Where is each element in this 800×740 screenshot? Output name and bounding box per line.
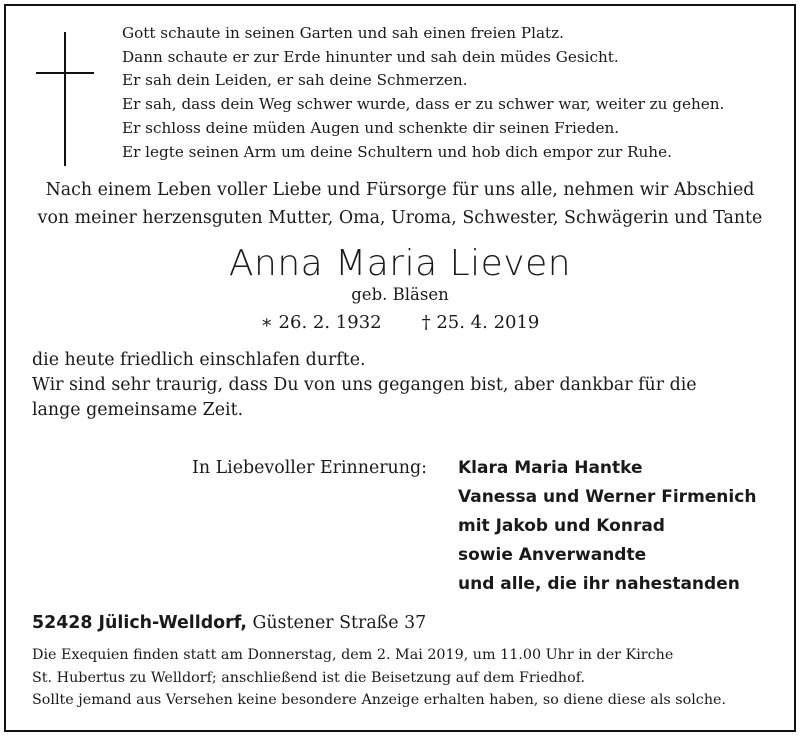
poem-line: Er sah, dass dein Weg schwer wurde, dass er zu schwer war, weiter zu gehen. xyxy=(122,95,725,114)
poem-line: Er legte seinen Arm um deine Schultern und hob dich empor zur Ruhe. xyxy=(122,142,672,161)
poem-line: Gott schaute in seinen Garten und sah einen freien Platz. xyxy=(122,24,564,42)
cross-icon-bar xyxy=(36,72,94,74)
body-line: Wir sind sehr traurig, dass Du von uns gegangen bist, aber dankbar für die xyxy=(32,375,697,395)
funeral-notice xyxy=(32,644,726,712)
address-place: 52428 Jülich-Welldorf, xyxy=(32,613,247,633)
birth-date: ∗ 26. 2. 1932 xyxy=(260,312,382,333)
memory-label: In Liebevoller Erinnerung: xyxy=(192,458,427,478)
intro-line: Nach einem Leben voller Liebe und Fürsorge für uns alle, nehmen wir Abschied xyxy=(45,180,755,200)
mourners-list xyxy=(458,454,756,599)
body-line: lange gemeinsame Zeit. xyxy=(32,400,244,420)
mourner-name: und alle, die ihr nahestanden xyxy=(458,574,740,594)
address-street: Güstener Straße 37 xyxy=(252,613,427,633)
poem-line: Er sah dein Leiden, er sah deine Schmerzen. xyxy=(122,71,468,90)
mourner-name: Klara Maria Hantke xyxy=(458,458,643,478)
mourner-name: mit Jakob und Konrad xyxy=(458,516,665,536)
notice-line: Sollte jemand aus Versehen keine besondere Anzeige erhalten haben, so diene diese als solche. xyxy=(32,692,727,708)
death-date: † 25. 4. 2019 xyxy=(421,312,540,333)
obituary-card xyxy=(4,4,796,732)
address xyxy=(32,610,426,636)
mourner-name: Vanessa und Werner Firmenich xyxy=(458,487,757,507)
poem-line: Dann schaute er zur Erde hinunter und sah dein müdes Gesicht. xyxy=(122,47,619,66)
cross-icon xyxy=(64,32,66,166)
mourner-name: sowie Anverwandte xyxy=(458,545,647,565)
body-text xyxy=(32,348,697,423)
deceased-name: Anna Maria Lieven xyxy=(228,243,572,284)
poem xyxy=(122,22,724,164)
intro-text xyxy=(6,176,794,232)
notice-line: St. Hubertus zu Welldorf; anschließend ist die Beisetzung auf dem Friedhof. xyxy=(32,669,586,686)
notice-line: Die Exequien finden statt am Donnerstag, dem 2. Mai 2019, um 11.00 Uhr in der Kirche xyxy=(32,647,674,663)
life-dates xyxy=(6,310,794,336)
poem-line: Er schloss deine müden Augen und schenkte dir seinen Frieden. xyxy=(122,118,620,137)
intro-line: von meiner herzensguten Mutter, Oma, Uroma, Schwester, Schwägerin und Tante xyxy=(37,208,763,228)
maiden-name: geb. Bläsen xyxy=(351,285,449,304)
body-line: die heute friedlich einschlafen durfte. xyxy=(32,350,366,370)
